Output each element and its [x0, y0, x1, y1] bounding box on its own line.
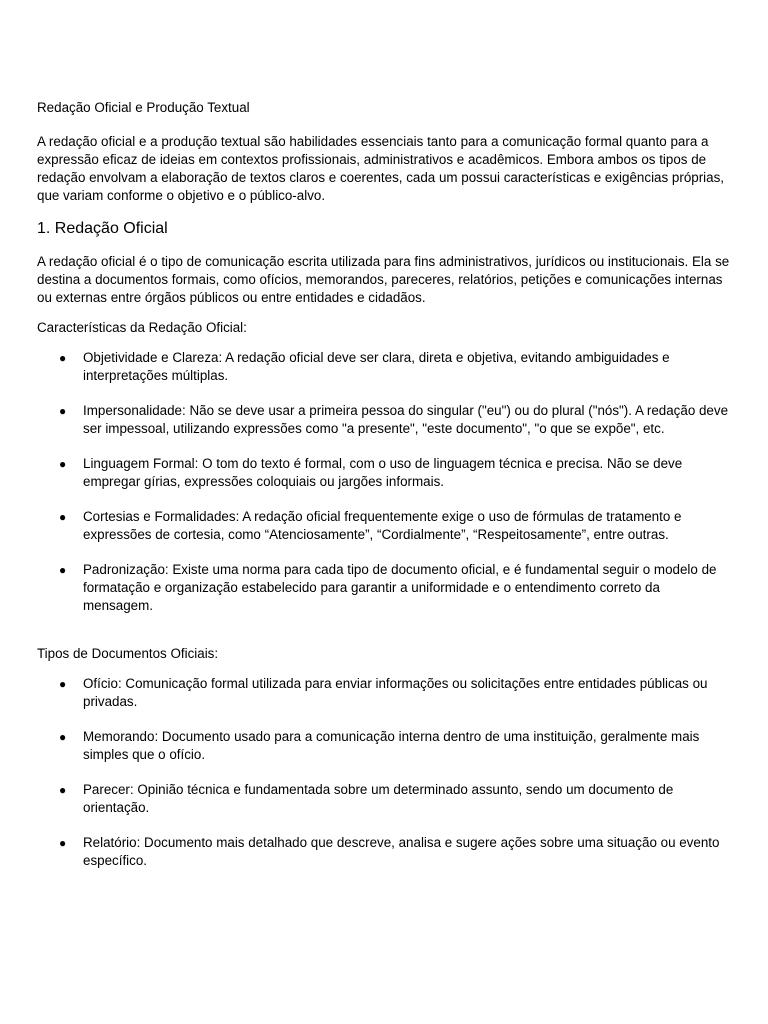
- list-item: [37, 508, 732, 544]
- bullet-icon: ●: [59, 457, 67, 471]
- list-item-text: Parecer: Opinião técnica e fundamentada sobre um determinado assunto, sendo um documento de orientação.: [83, 782, 674, 815]
- section-heading: 1. Redação Oficial: [37, 220, 168, 237]
- list-item-text: Linguagem Formal: O tom do texto é formal, com o uso de linguagem técnica e precisa. Não se deve empregar gírias, expressões coloquiais ou jargões informais.: [83, 456, 683, 489]
- list-item-text: Impersonalidade: Não se deve usar a primeira pessoa do singular ("eu") ou do plural ("nós"). A redação deve ser impessoal, utilizando expressões como "a presente", "este documento", "o que se expõe", etc.: [83, 403, 729, 436]
- characteristics-heading: Características da Redação Oficial:: [37, 320, 247, 335]
- bullet-icon: ●: [59, 783, 67, 797]
- bullet-icon: ●: [59, 404, 67, 418]
- document-page: [37, 99, 732, 870]
- types-list: [37, 675, 732, 870]
- list-item-text: Cortesias e Formalidades: A redação oficial frequentemente exige o uso de fórmulas de tratamento e expressões de cortesia, como “Atenciosamente”, “Cordialmente”, “Respeitosamente”, entre outras.: [83, 509, 682, 542]
- list-item: [37, 781, 732, 817]
- bullet-icon: ●: [59, 730, 67, 744]
- list-item-text: Ofício: Comunicação formal utilizada para enviar informações ou solicitações entre entidades públicas ou privadas.: [83, 676, 708, 709]
- characteristics-list: [37, 349, 732, 615]
- list-item: [37, 455, 732, 491]
- list-item: [37, 675, 732, 711]
- list-item-text: Relatório: Documento mais detalhado que descreve, analisa e sugere ações sobre uma situação ou evento específico.: [83, 835, 720, 868]
- list-item-text: Objetividade e Clareza: A redação oficial deve ser clara, direta e objetiva, evitando ambiguidades e interpretações múltiplas.: [83, 350, 670, 383]
- intro-paragraph: A redação oficial e a produção textual são habilidades essenciais tanto para a comunicação formal quanto para a expressão eficaz de ideias em contextos profissionais, administrativos e acadêmicos. Embora ambos os tipos de redação envolvam a elaboração de textos claros e coerentes, cada um possui características e exigências próprias, que variam conforme o objetivo e o público-alvo.: [37, 134, 725, 203]
- bullet-icon: ●: [59, 351, 67, 365]
- list-item: [37, 402, 732, 438]
- bullet-icon: ●: [59, 563, 67, 577]
- types-heading: Tipos de Documentos Oficiais:: [37, 646, 219, 661]
- bullet-icon: ●: [59, 677, 67, 691]
- section-paragraph: A redação oficial é o tipo de comunicação escrita utilizada para fins administrativos, jurídicos ou institucionais. Ela se destina a documentos formais, como ofícios, memorandos, pareceres, relatórios, petições e comunicações internas ou externas entre órgãos públicos ou entre entidades e cidadãos.: [37, 254, 730, 305]
- list-item: [37, 349, 732, 385]
- list-item: [37, 834, 732, 870]
- bullet-icon: ●: [59, 510, 67, 524]
- bullet-icon: ●: [59, 836, 67, 850]
- document-title: Redação Oficial e Produção Textual: [37, 100, 250, 115]
- list-item-text: Padronização: Existe uma norma para cada tipo de documento oficial, e é fundamental seguir o modelo de formatação e organização estabelecido para garantir a uniformidade e o entendimento correto da mensagem.: [83, 562, 717, 613]
- list-item-text: Memorando: Documento usado para a comunicação interna dentro de uma instituição, geralmente mais simples que o ofício.: [83, 729, 700, 762]
- list-item: [37, 728, 732, 764]
- list-item: [37, 561, 732, 615]
